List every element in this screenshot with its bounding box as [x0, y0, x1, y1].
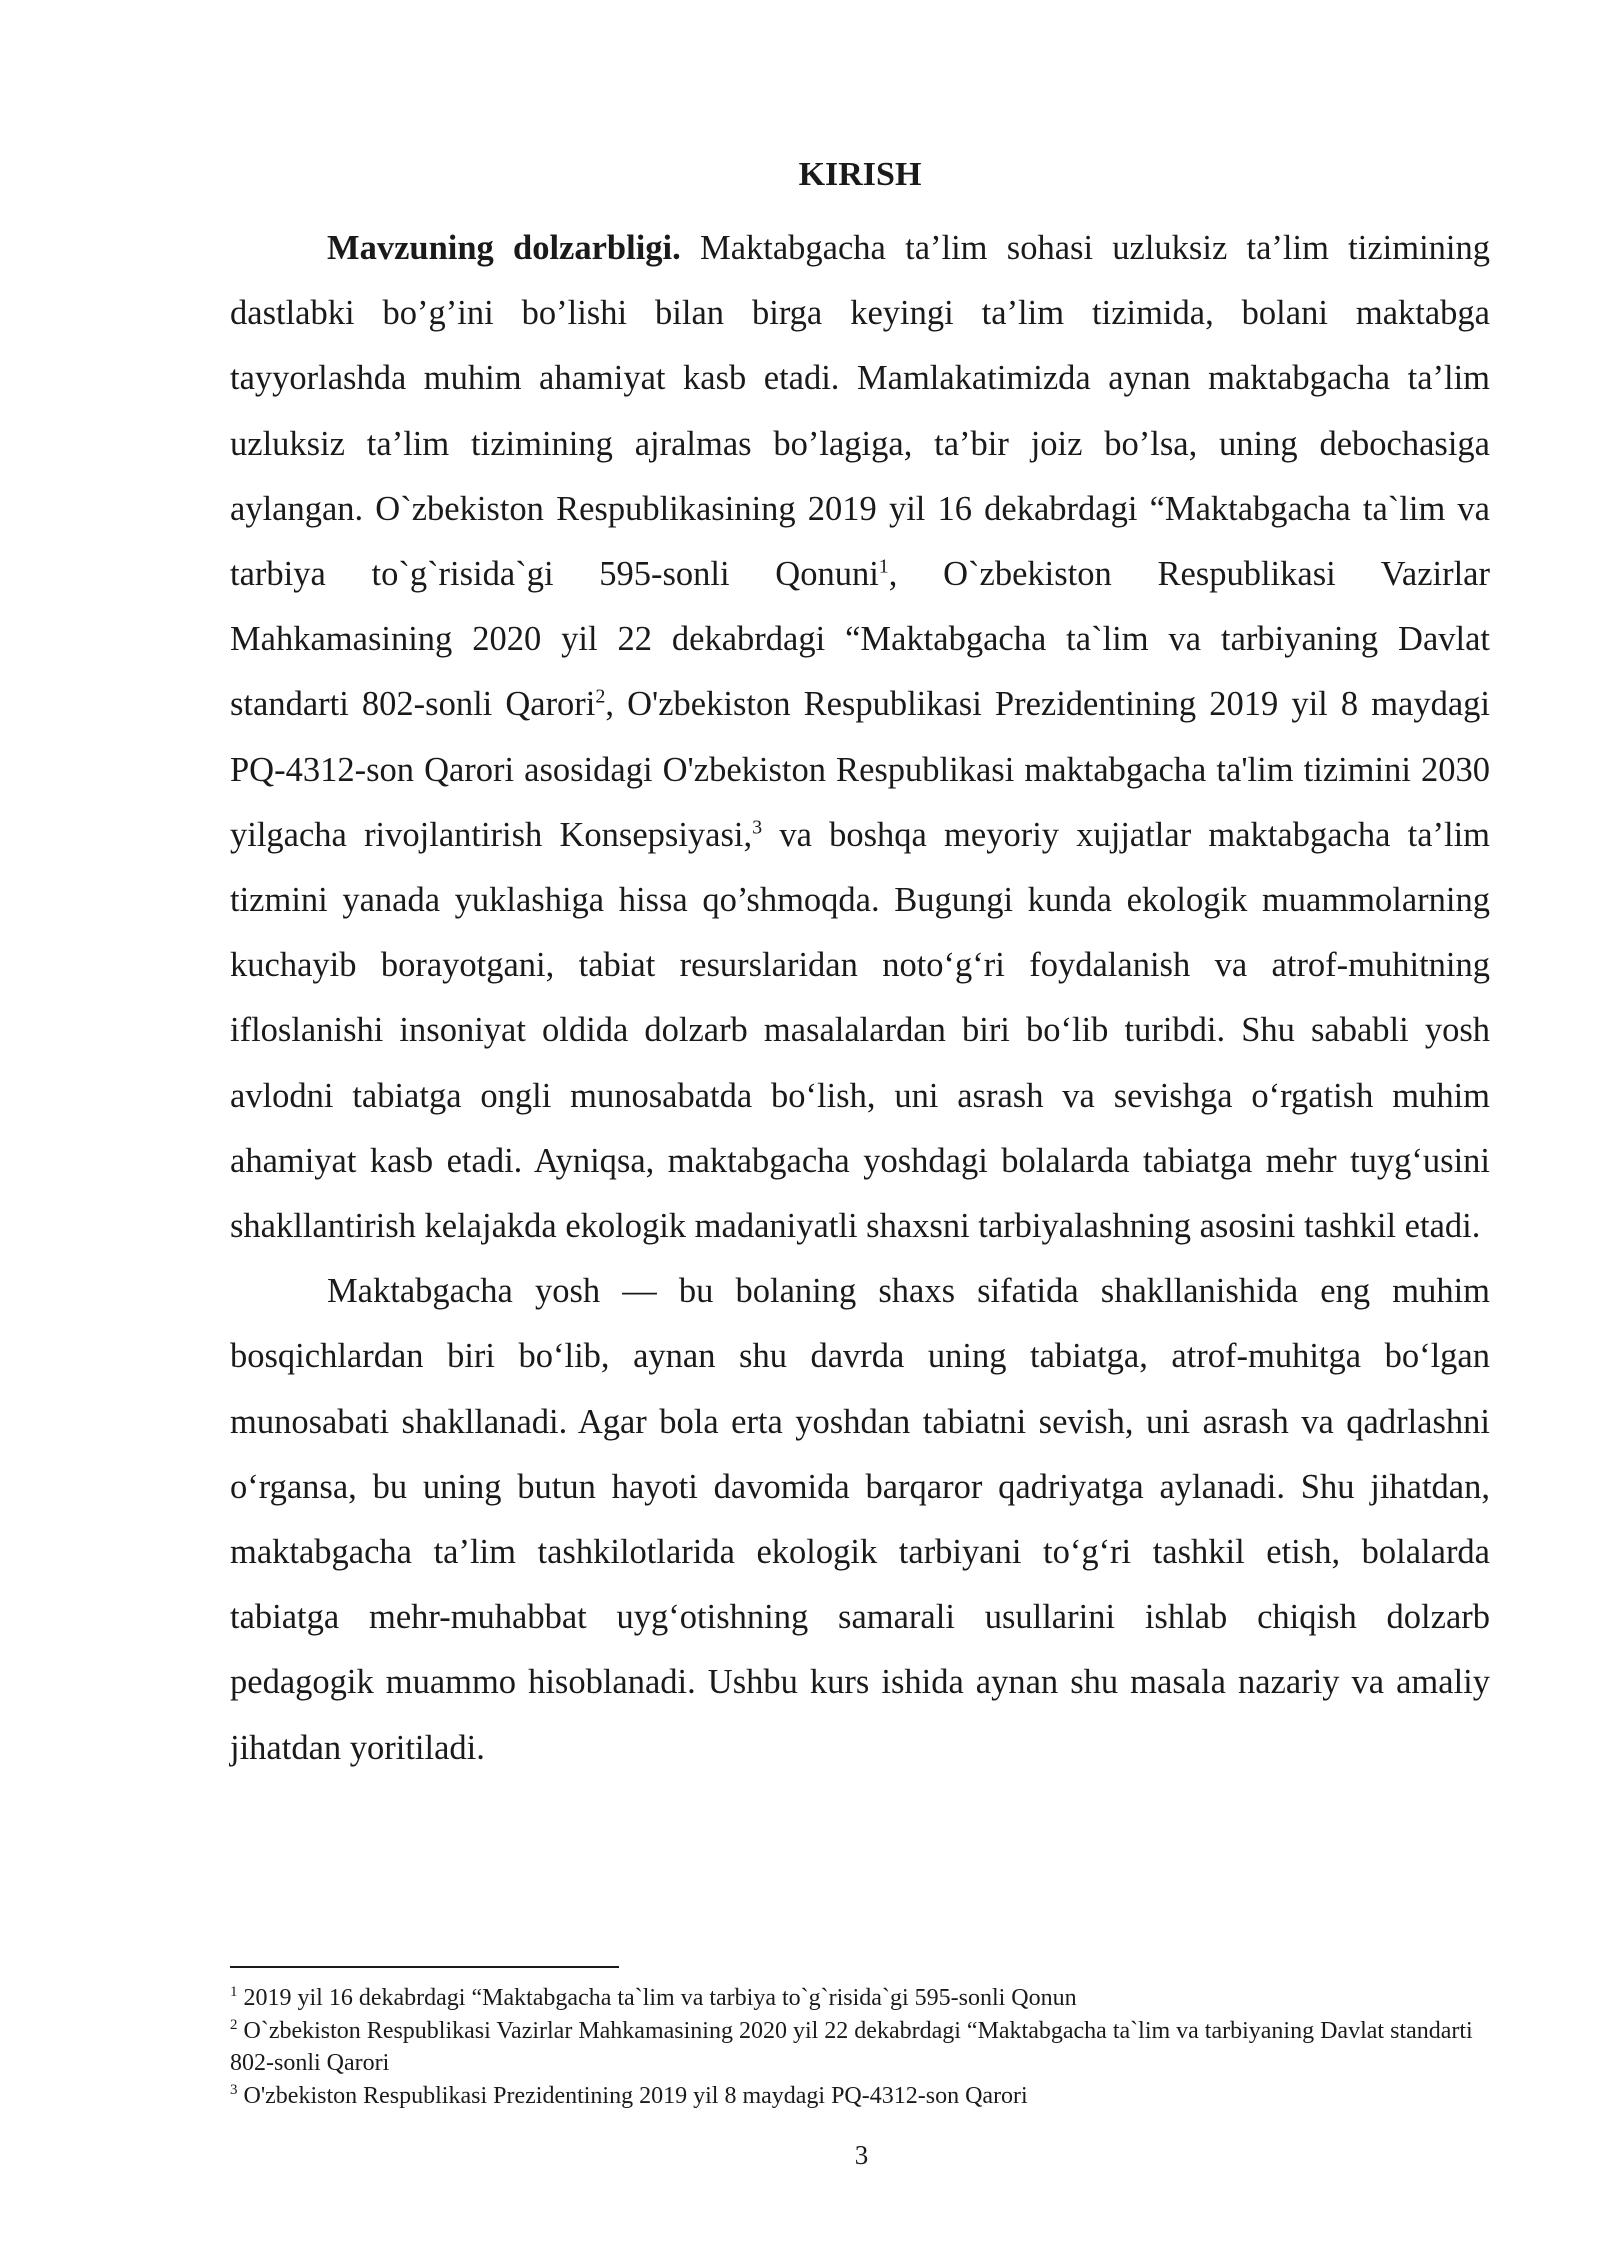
paragraph-text: , O'zbekiston Respublikasi Prezidentining 2019 yil 8 maydagi PQ-4312-son Qarori asosidagi O'zbekiston Respublikasi maktabgacha ta'lim tizimini 2030 yilgacha rivojlantirish Konsepsiyasi, [230, 685, 1491, 854]
footnote-number: 3 [230, 2081, 238, 2098]
footnote-number: 1 [230, 1984, 238, 2000]
footnote-text: 2019 yil 16 dekabrdagi “Maktabgacha ta`lim va tarbiya to`g`risida`gi 595-sonli Qonun [237, 1985, 1077, 2011]
paragraph-relevance [230, 216, 1490, 1259]
footnote-item [230, 2015, 1492, 2080]
footnote-reference[interactable]: 1 [878, 555, 889, 578]
page-title: KIRISH [798, 156, 922, 193]
footnote-number: 2 [230, 2016, 238, 2033]
footnote-item [230, 1982, 1492, 2015]
paragraph-text: Maktabgacha ta’lim sohasi uzluksiz ta’lim tizimining dastlabki bo’g’ini bo’lishi bilan birga keyingi ta’lim tizimida, bolani maktabga tayyorlashda muhim ahamiyat kasb etadi. Mamlakatimizda aynan maktabgacha ta’lim uzluksiz ta’lim tizimining ajralmas bo’lagiga, ta’bir joiz bo’lsa, uning debochasiga aylangan. O`zbekiston Respublikasining 2019 yil 16 dekabrdagi “Maktabgacha ta`lim va tarbiya to`g`risida`gi 595-sonli Qonuni [230, 229, 1491, 594]
footnote-separator [230, 1966, 619, 1968]
footnote-item [230, 2080, 1492, 2113]
footnote-reference[interactable]: 3 [752, 816, 763, 839]
footnote-text: O'zbekiston Respublikasi Prezidentining 2019 yil 8 maydagi PQ-4312-son Qarori [237, 2082, 1028, 2109]
footnote-reference[interactable]: 2 [595, 685, 606, 708]
footnotes-section [230, 1966, 1492, 2112]
page-body [230, 150, 1490, 1781]
page-number: 3 [854, 2140, 869, 2170]
relevance-heading: Mavzuning dolzarbligi. [327, 229, 681, 267]
paragraph-text: va boshqa meyoriy xujjatlar maktabgacha ta’lim tizmini yanada yuklashiga hissa qo’shmoqda. Bugungi kunda ekologik muammolarning kuchayib borayotgani, tabiat resurslaridan noto‘g‘ri foydalanish va atrof-muhitning ifloslanishi insoniyat oldida dolzarb masalalardan biri bo‘lib turibdi. Shu sababli yosh avlodni tabiatga ongli munosabatda bo‘lish, uni asrash va sevishga o‘rgatish muhim ahamiyat kasb etadi. Ayniqsa, maktabgacha yoshdagi bolalarda tabiatga mehr tuyg‘usini shakllantirish kelajakda ekologik madaniyatli shaxsni tarbiyalashning asosini tashkil etadi. [230, 815, 1490, 1246]
footnote-text: O`zbekiston Respublikasi Vazirlar Mahkamasining 2020 yil 22 dekabrdagi “Maktabgacha ta`lim va tarbiyaning Davlat standarti 802-sonli Qarori [230, 2017, 1473, 2076]
paragraph-text: , O`zbekiston Respublikasi Vazirlar Mahkamasining 2020 yil 22 dekabrdagi “Maktabgacha ta`lim va tarbiyaning Davlat standarti 802-sonli Qarori [230, 555, 1490, 724]
paragraph-preschool-age: Maktabgacha yosh — bu bolaning shaxs sifatida shakllanishida eng muhim bosqichlardan biri bo‘lib, aynan shu davrda uning tabiatga, atrof-muhitga bo‘lgan munosabati shakllanadi. Agar bola erta yoshdan tabiatni sevish, uni asrash va qadrlashni o‘rgansa, bu uning butun hayoti davomida barqaror qadriyatga aylanadi. Shu jihatdan, maktabgacha ta’lim tashkilotlarida ekologik tarbiyani to‘g‘ri tashkil etish, bolalarda tabiatga mehr-muhabbat uyg‘otishning samarali usullarini ishlab chiqish dolzarb pedagogik muammo hisoblanadi. Ushbu kurs ishida aynan shu masala nazariy va amaliy jihatdan yoritiladi. [230, 1272, 1490, 1767]
